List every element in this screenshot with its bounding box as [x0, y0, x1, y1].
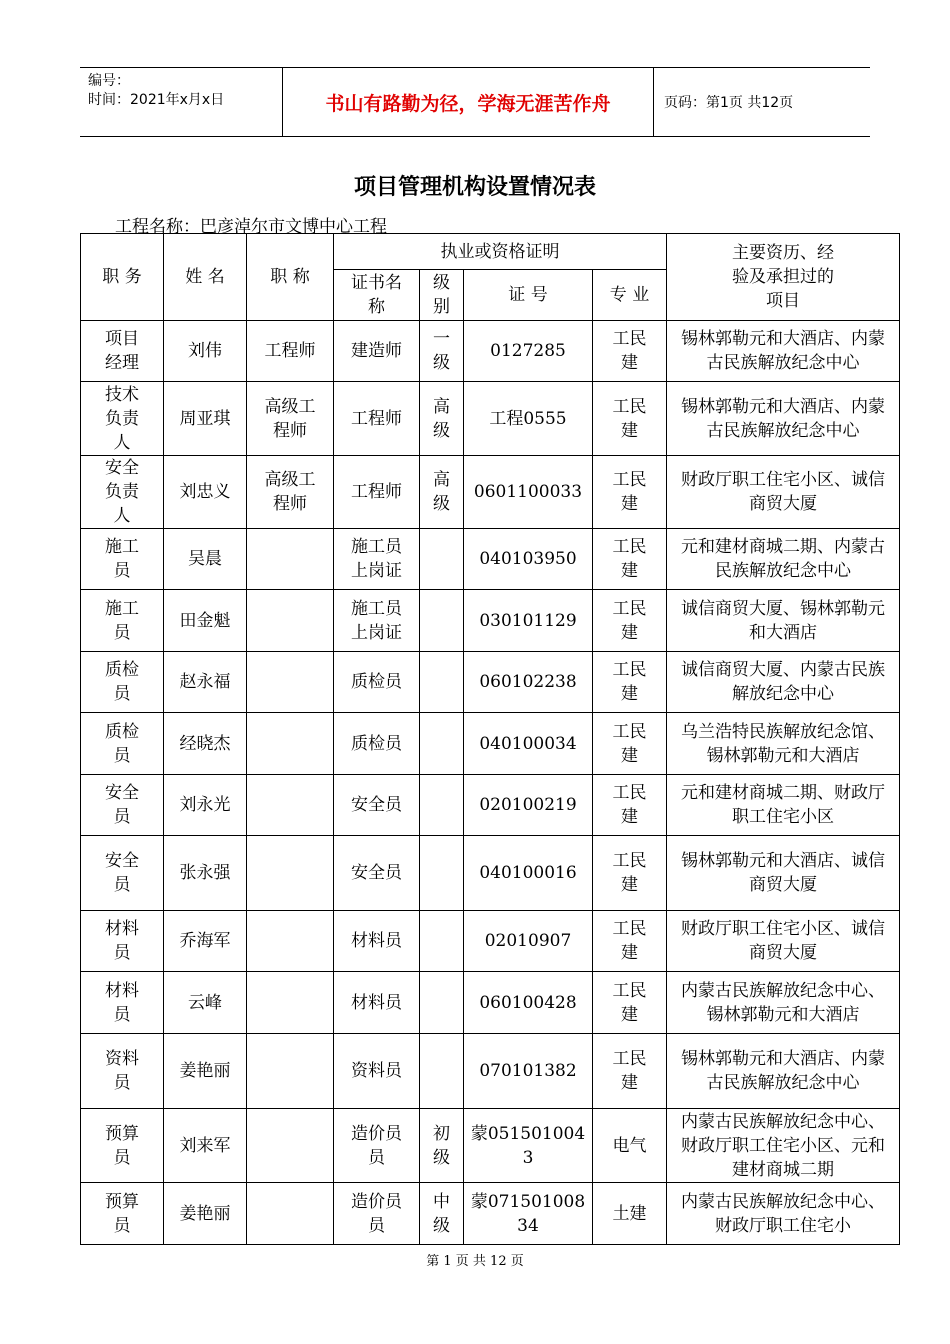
cell-level	[420, 972, 464, 1034]
cell-title	[247, 1034, 334, 1109]
cell-major: 工民建	[593, 1034, 667, 1109]
cell-major: 工民建	[593, 972, 667, 1034]
cell-cert-no: 060102238	[464, 652, 593, 713]
cell-experience: 内蒙古民族解放纪念中心、锡林郭勒元和大酒店	[667, 972, 900, 1034]
cell-level: 中级	[420, 1183, 464, 1245]
cell-experience: 元和建材商城二期、内蒙古民族解放纪念中心	[667, 529, 900, 590]
col-header-cert-no: 证 号	[464, 270, 593, 321]
document-header	[80, 67, 870, 137]
cell-cert-name: 工程师	[334, 382, 420, 456]
cell-level	[420, 775, 464, 836]
cell-position: 资料员	[81, 1034, 164, 1109]
cell-position: 预算员	[81, 1109, 164, 1183]
cell-cert-no: 02010907	[464, 911, 593, 972]
cell-position: 施工员	[81, 590, 164, 652]
cell-level	[420, 836, 464, 911]
cell-experience: 乌兰浩特民族解放纪念馆、锡林郭勒元和大酒店	[667, 713, 900, 775]
cell-level	[420, 652, 464, 713]
cell-position: 安全负责人	[81, 456, 164, 529]
cell-experience: 内蒙古民族解放纪念中心、财政厅职工住宅小	[667, 1183, 900, 1245]
cell-major: 工民建	[593, 590, 667, 652]
cell-position: 材料员	[81, 972, 164, 1034]
cell-cert-no: 030101129	[464, 590, 593, 652]
cell-cert-name: 质检员	[334, 713, 420, 775]
cell-major: 工民建	[593, 321, 667, 382]
cell-title	[247, 775, 334, 836]
cell-position: 预算员	[81, 1183, 164, 1245]
cell-name: 赵永福	[164, 652, 247, 713]
cell-name: 姜艳丽	[164, 1034, 247, 1109]
cell-cert-name: 质检员	[334, 652, 420, 713]
table-row	[81, 529, 900, 590]
cell-level	[420, 911, 464, 972]
staff-table	[80, 233, 900, 1245]
cell-name: 姜艳丽	[164, 1183, 247, 1245]
cell-title	[247, 652, 334, 713]
cell-experience: 锡林郭勒元和大酒店、内蒙古民族解放纪念中心	[667, 1034, 900, 1109]
cell-cert-name: 安全员	[334, 836, 420, 911]
page-footer: 第 1 页 共 12 页	[426, 1254, 524, 1269]
cell-level: 高级	[420, 456, 464, 529]
cell-experience: 锡林郭勒元和大酒店、内蒙古民族解放纪念中心	[667, 382, 900, 456]
cell-level: 一级	[420, 321, 464, 382]
cell-title: 高级工程师	[247, 382, 334, 456]
cell-title: 工程师	[247, 321, 334, 382]
table-row	[81, 652, 900, 713]
table-row	[81, 382, 900, 456]
cell-title	[247, 1109, 334, 1183]
table-row	[81, 1109, 900, 1183]
table-row	[81, 321, 900, 382]
table-row	[81, 911, 900, 972]
cell-cert-no: 蒙0515010043	[464, 1109, 593, 1183]
cell-cert-no: 蒙07150100834	[464, 1183, 593, 1245]
cell-major: 土建	[593, 1183, 667, 1245]
cell-position: 施工员	[81, 529, 164, 590]
col-header-major: 专 业	[593, 270, 667, 321]
cell-name: 刘忠义	[164, 456, 247, 529]
cell-name: 经晓杰	[164, 713, 247, 775]
cell-name: 云峰	[164, 972, 247, 1034]
cell-cert-name: 资料员	[334, 1034, 420, 1109]
cell-level	[420, 1034, 464, 1109]
cell-major: 工民建	[593, 529, 667, 590]
table-row	[81, 456, 900, 529]
cell-experience: 诚信商贸大厦、内蒙古民族解放纪念中心	[667, 652, 900, 713]
table-row	[81, 713, 900, 775]
cell-experience: 内蒙古民族解放纪念中心、财政厅职工住宅小区、元和建材商城二期	[667, 1109, 900, 1183]
cell-cert-no: 070101382	[464, 1034, 593, 1109]
cell-name: 乔海军	[164, 911, 247, 972]
cell-position: 技术负责人	[81, 382, 164, 456]
cell-major: 工民建	[593, 456, 667, 529]
cell-title	[247, 590, 334, 652]
cell-cert-no: 0127285	[464, 321, 593, 382]
col-header-name: 姓 名	[164, 234, 247, 321]
table-row	[81, 972, 900, 1034]
cell-level: 高级	[420, 382, 464, 456]
cell-cert-no: 060100428	[464, 972, 593, 1034]
cell-title	[247, 529, 334, 590]
cell-cert-no: 工程0555	[464, 382, 593, 456]
table-row	[81, 590, 900, 652]
cell-major: 工民建	[593, 382, 667, 456]
motto: 书山有路勤为径，学海无涯苦作舟	[282, 68, 654, 136]
cell-cert-no: 040100016	[464, 836, 593, 911]
cell-position: 安全员	[81, 775, 164, 836]
cell-major: 工民建	[593, 652, 667, 713]
cell-title	[247, 713, 334, 775]
header-meta	[80, 68, 282, 136]
cell-position: 材料员	[81, 911, 164, 972]
cell-name: 张永强	[164, 836, 247, 911]
col-header-position: 职 务	[81, 234, 164, 321]
col-header-cert-name: 证书名称	[334, 270, 420, 321]
cell-cert-name: 造价员员	[334, 1109, 420, 1183]
cell-name: 周亚琪	[164, 382, 247, 456]
cell-level: 初级	[420, 1109, 464, 1183]
table-row	[81, 1183, 900, 1245]
table-row	[81, 836, 900, 911]
cell-experience: 锡林郭勒元和大酒店、内蒙古民族解放纪念中心	[667, 321, 900, 382]
doc-number-label: 编号：	[88, 73, 130, 89]
page-title: 项目管理机构设置情况表	[353, 175, 596, 200]
cell-experience: 诚信商贸大厦、锡林郭勒元和大酒店	[667, 590, 900, 652]
cell-level	[420, 529, 464, 590]
col-header-level: 级别	[420, 270, 464, 321]
cell-cert-name: 工程师	[334, 456, 420, 529]
cell-cert-no: 040100034	[464, 713, 593, 775]
cell-cert-name: 造价员员	[334, 1183, 420, 1245]
cell-title	[247, 911, 334, 972]
date-text: 时间：2021年x月x日	[88, 92, 225, 108]
cell-title: 高级工程师	[247, 456, 334, 529]
cell-cert-no: 040103950	[464, 529, 593, 590]
table-row	[81, 1034, 900, 1109]
cell-title	[247, 972, 334, 1034]
cell-major: 工民建	[593, 911, 667, 972]
cell-name: 刘伟	[164, 321, 247, 382]
cell-name: 刘来军	[164, 1109, 247, 1183]
cell-cert-name: 安全员	[334, 775, 420, 836]
cell-experience: 财政厅职工住宅小区、诚信商贸大厦	[667, 456, 900, 529]
cell-experience: 财政厅职工住宅小区、诚信商贸大厦	[667, 911, 900, 972]
page-indicator: 页码：第1页 共12页	[664, 95, 794, 111]
cell-cert-no: 020100219	[464, 775, 593, 836]
cell-position: 质检员	[81, 652, 164, 713]
cell-experience: 元和建材商城二期、财政厅职工住宅小区	[667, 775, 900, 836]
cell-cert-name: 施工员上岗证	[334, 590, 420, 652]
cell-major: 电气	[593, 1109, 667, 1183]
cell-cert-name: 材料员	[334, 972, 420, 1034]
cell-major: 工民建	[593, 836, 667, 911]
cell-cert-name: 建造师	[334, 321, 420, 382]
cell-name: 刘永光	[164, 775, 247, 836]
cell-level	[420, 713, 464, 775]
cell-cert-name: 施工员上岗证	[334, 529, 420, 590]
cell-major: 工民建	[593, 775, 667, 836]
cell-position: 项目经理	[81, 321, 164, 382]
cell-title	[247, 1183, 334, 1245]
col-header-cert-group: 执业或资格证明	[334, 234, 667, 270]
cell-name: 吴晨	[164, 529, 247, 590]
cell-position: 安全员	[81, 836, 164, 911]
cell-level	[420, 590, 464, 652]
cell-experience: 锡林郭勒元和大酒店、诚信商贸大厦	[667, 836, 900, 911]
cell-major: 工民建	[593, 713, 667, 775]
cell-position: 质检员	[81, 713, 164, 775]
cell-title	[247, 836, 334, 911]
cell-cert-name: 材料员	[334, 911, 420, 972]
col-header-title: 职 称	[247, 234, 334, 321]
table-row	[81, 775, 900, 836]
project-name: 工程名称：巴彦淖尔市文博中心工程	[115, 217, 387, 237]
cell-name: 田金魁	[164, 590, 247, 652]
col-header-experience: 主要资历、经验及承担过的项目	[667, 234, 900, 321]
cell-cert-no: 0601100033	[464, 456, 593, 529]
